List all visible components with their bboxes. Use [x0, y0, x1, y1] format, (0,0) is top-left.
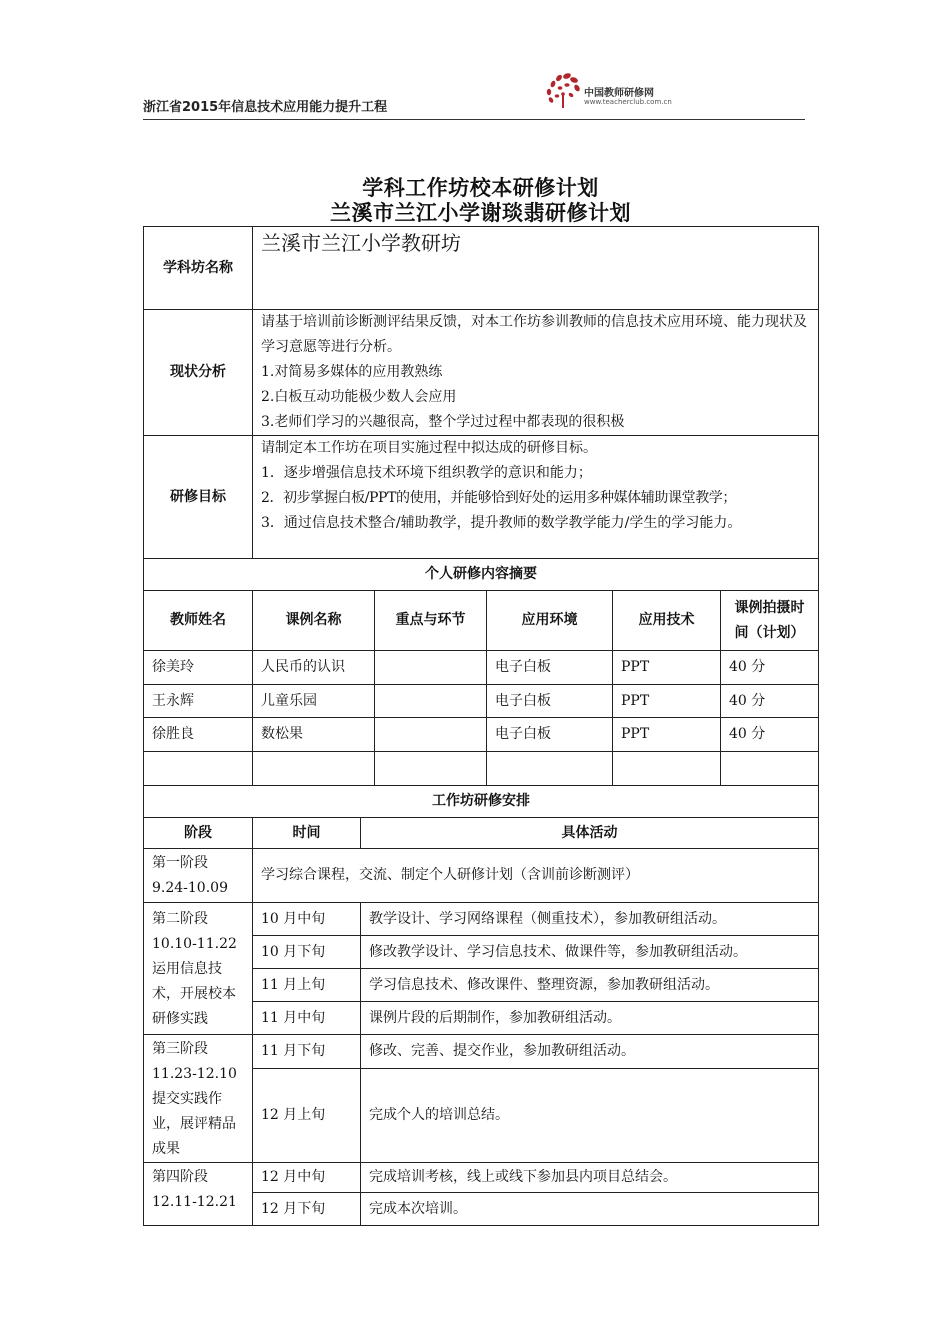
lesson-name: 人民币的认识 — [253, 651, 375, 685]
focus — [375, 752, 487, 786]
filming-time: 40 分 — [721, 718, 819, 752]
table-row — [144, 718, 819, 752]
technology — [613, 752, 721, 786]
environment: 电子白板 — [487, 651, 613, 685]
col-header-environment: 应用环境 — [487, 591, 613, 651]
title-line-2: 兰溪市兰江小学谢琰翡研修计划 — [330, 201, 631, 225]
status-label: 现状分析 — [144, 310, 253, 436]
status-content — [253, 310, 819, 436]
goal-line: 2．初步掌握白板/PPT的使用，并能够恰到好处的运用多种媒体辅助课堂教学； — [261, 490, 737, 506]
teacherclub-logo — [541, 68, 691, 114]
activity-cell: 完成培训考核，线上或线下参加县内项目总结会。 — [361, 1163, 819, 1193]
status-line: 请基于培训前诊断测评结果反馈，对本工作坊参训教师的信息技术应用环境、能力现状及学习意愿等进行分析。 — [261, 314, 807, 355]
lesson-name — [253, 752, 375, 786]
teacher-name — [144, 752, 253, 786]
time-cell: 12 月中旬 — [253, 1163, 361, 1193]
lesson-name: 数松果 — [253, 718, 375, 752]
environment: 电子白板 — [487, 685, 613, 718]
goals-label: 研修目标 — [144, 436, 253, 559]
activity-cell: 完成个人的培训总结。 — [361, 1068, 819, 1162]
stage-name: 第一阶段 — [152, 855, 208, 871]
personal-header-row — [144, 591, 819, 651]
workshop-name-row — [144, 227, 819, 310]
teacher-name: 王永辉 — [144, 685, 253, 718]
schedule-section-row — [144, 786, 819, 818]
stage-cell — [144, 903, 253, 1035]
focus — [375, 685, 487, 718]
activity-cell: 学习信息技术、修改课件、整理资源，参加教研组活动。 — [361, 969, 819, 1002]
stage-name: 第三阶段 — [152, 1041, 208, 1057]
col-header-time: 时间 — [253, 818, 361, 849]
stage-name: 第二阶段 — [152, 911, 208, 927]
goals-content — [253, 436, 819, 559]
status-row — [144, 310, 819, 436]
focus — [375, 651, 487, 685]
environment — [487, 752, 613, 786]
table-row — [144, 752, 819, 786]
time-cell: 11 月下旬 — [253, 1035, 361, 1069]
program-title: 浙江省2015年信息技术应用能力提升工程 — [143, 100, 388, 115]
schedule-row — [144, 903, 819, 936]
schedule-header-row — [144, 818, 819, 849]
technology: PPT — [613, 718, 721, 752]
table-row — [144, 685, 819, 718]
technology: PPT — [613, 685, 721, 718]
stage-cell — [144, 849, 253, 903]
document-titles — [143, 176, 818, 226]
status-line: 1.对简易多媒体的应用教熟练 — [261, 364, 443, 380]
time-cell: 12 月下旬 — [253, 1193, 361, 1226]
table-row — [144, 651, 819, 685]
technology: PPT — [613, 651, 721, 685]
schedule-row — [144, 1163, 819, 1193]
personal-section-row — [144, 559, 819, 591]
time-cell: 11 月中旬 — [253, 1002, 361, 1035]
schedule-row — [144, 1035, 819, 1069]
filming-time: 40 分 — [721, 685, 819, 718]
time-cell: 11 月上旬 — [253, 969, 361, 1002]
workshop-name-label: 学科坊名称 — [144, 227, 253, 310]
goals-row — [144, 436, 819, 559]
flower-logo-icon — [541, 70, 583, 110]
stage-dates: 10.10-11.22 — [152, 936, 237, 952]
workshop-name-value: 兰溪市兰江小学教研坊 — [253, 227, 819, 310]
col-header-technology: 应用技术 — [613, 591, 721, 651]
focus — [375, 718, 487, 752]
teacher-name: 徐美玲 — [144, 651, 253, 685]
stage-description: 提交实践作业，展评精品成果 — [152, 1091, 236, 1157]
page-header — [143, 62, 805, 120]
teacher-name: 徐胜良 — [144, 718, 253, 752]
schedule-row — [144, 849, 819, 903]
stage-activity: 学习综合课程，交流、制定个人研修计划（含训前诊断测评） — [253, 849, 819, 903]
stage-dates: 9.24-10.09 — [152, 880, 228, 896]
col-header-activity: 具体活动 — [361, 818, 819, 849]
stage-dates: 11.23-12.10 — [152, 1066, 237, 1082]
activity-cell: 修改教学设计、学习信息技术、做课件等，参加教研组活动。 — [361, 936, 819, 969]
lesson-name: 儿童乐园 — [253, 685, 375, 718]
activity-cell: 课例片段的后期制作，参加教研组活动。 — [361, 1002, 819, 1035]
stage-dates: 12.11-12.21 — [152, 1194, 237, 1210]
activity-cell: 修改、完善、提交作业，参加教研组活动。 — [361, 1035, 819, 1069]
col-header-lesson: 课例名称 — [253, 591, 375, 651]
plan-table — [143, 226, 819, 1226]
filming-time: 40 分 — [721, 651, 819, 685]
schedule-section-title: 工作坊研修安排 — [144, 786, 819, 818]
col-header-filming-time: 课例拍摄时间（计划） — [721, 591, 819, 651]
stage-cell — [144, 1163, 253, 1226]
goal-line: 1．逐步增强信息技术环境下组织教学的意识和能力； — [261, 465, 592, 481]
stage-name: 第四阶段 — [152, 1169, 208, 1185]
activity-cell: 教学设计、学习网络课程（侧重技术），参加教研组活动。 — [361, 903, 819, 936]
status-line: 2.白板互动功能极少数人会应用 — [261, 389, 457, 405]
col-header-stage: 阶段 — [144, 818, 253, 849]
title-line-1: 学科工作坊校本研修计划 — [362, 176, 599, 200]
environment: 电子白板 — [487, 718, 613, 752]
logo-url: www.teacherclub.com.cn — [584, 98, 672, 106]
personal-section-title: 个人研修内容摘要 — [144, 559, 819, 591]
activity-cell: 完成本次培训。 — [361, 1193, 819, 1226]
time-cell: 12 月上旬 — [253, 1068, 361, 1162]
goal-line: 3．通过信息技术整合/辅助教学，提升教师的数学教学能力/学生的学习能力。 — [261, 515, 742, 531]
goal-line: 请制定本工作坊在项目实施过程中拟达成的研修目标。 — [261, 440, 597, 456]
col-header-teacher: 教师姓名 — [144, 591, 253, 651]
col-header-focus: 重点与环节 — [375, 591, 487, 651]
time-cell: 10 月下旬 — [253, 936, 361, 969]
time-cell: 10 月中旬 — [253, 903, 361, 936]
stage-description: 运用信息技术，开展校本研修实践 — [152, 961, 236, 1027]
stage-cell — [144, 1035, 253, 1163]
status-line: 3.老师们学习的兴趣很高，整个学过过程中都表现的很积极 — [261, 414, 625, 430]
filming-time — [721, 752, 819, 786]
logo-name: 中国教师研修网 — [584, 88, 654, 99]
